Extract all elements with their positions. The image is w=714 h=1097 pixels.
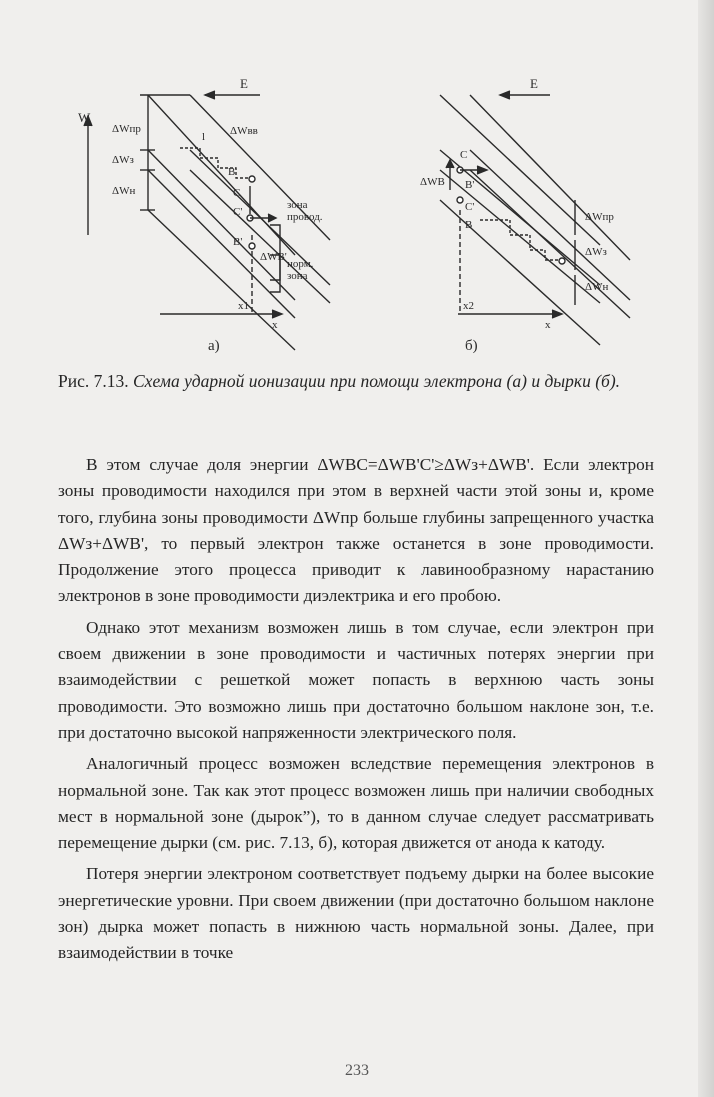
- panel-b-label: б): [465, 338, 478, 354]
- label-Bp-b: B': [465, 179, 475, 191]
- label-Cp-a: C': [233, 206, 243, 218]
- label-dWn-a: ΔWн: [112, 185, 136, 197]
- label-dWB-b: ΔWB: [420, 176, 445, 188]
- label-x-a: x: [272, 319, 278, 331]
- label-Bp-a: B': [233, 236, 243, 248]
- paragraph: Однако этот механизм возможен лишь в том случае, если электрон при своем движении в зоне проводимости и частичных потерях энергии при взаимодействии с решеткой может попасть в верхнюю часть зоны проводимости. Это возможно лишь при достаточно большом наклоне зон, т.е. при достаточно высокой напряженности электрического поля.: [58, 617, 654, 742]
- body-text: [58, 452, 654, 972]
- figure-7-13: [40, 60, 680, 370]
- label-x-b: x: [545, 319, 551, 331]
- label-B-b: B: [465, 219, 473, 231]
- label-zone-cond-2: провод.: [287, 211, 323, 223]
- label-E-b: E: [530, 76, 538, 91]
- label-E-a: E: [240, 76, 248, 91]
- caption-prefix: Рис. 7.13.: [58, 371, 133, 391]
- label-zone-norm-1: норм.: [287, 258, 314, 270]
- label-dWpr-b: ΔWпр: [585, 211, 614, 223]
- label-x2: x2: [463, 300, 474, 312]
- label-dWpr-a: ΔWпр: [112, 123, 141, 135]
- label-Cp-b: C': [465, 201, 475, 213]
- label-dWbb: ΔWвв: [230, 125, 258, 137]
- page-number: 233: [345, 1062, 369, 1079]
- field-arrow-a-head: [205, 91, 215, 99]
- label-zone-cond-1: зона: [287, 199, 308, 211]
- paragraph: Аналогичный процесс возможен вследствие перемещения электронов в нормальной зоне. Так как этот процесс возможен лишь при наличии свободных мест в нормальной зоне (дырок”), то в данном случае следует рассматривать перемещение дырки (см. рис. 7.13, б), которая движется от анода к катоду.: [58, 754, 654, 853]
- label-zone-norm-2: зона: [287, 270, 308, 282]
- paragraph: В этом случае доля энергии ΔWBC=ΔWB'C'≥ΔWз+ΔWB'. Если электрон зоны проводимости находился при этом в верхней части этой зоны и, кроме того, глубина зоны проводимости ΔWпр больше глубины запрещенного участка ΔWз+ΔWB', то первый электрон также останется в зоне проводимости. Продолжение этого процесса приводит к лавинообразному нарастанию электронов в зоне проводимости диэлектрика и его пробою.: [58, 455, 654, 606]
- label-x1: x1: [238, 300, 249, 312]
- label-W: W: [78, 110, 91, 125]
- band-diagram: [40, 60, 680, 370]
- label-dWz-b: ΔWз: [585, 246, 607, 258]
- field-arrow-b-head: [500, 91, 510, 99]
- figure-caption: [58, 368, 658, 394]
- label-C-b: C: [460, 149, 468, 161]
- axis-x-a-arrow: [272, 310, 282, 318]
- label-dWz-a: ΔWз: [112, 154, 134, 166]
- label-dWn-b: ΔWн: [585, 281, 609, 293]
- label-C-a: C: [233, 187, 241, 199]
- label-B-a: B: [228, 166, 236, 178]
- label-dWBp-a: ΔWB': [260, 251, 287, 263]
- panel-a-label: а): [208, 338, 220, 354]
- page-edge: [698, 0, 714, 1097]
- axis-x-b-arrow: [552, 310, 562, 318]
- paragraph: Потеря энергии электроном соответствует подъему дырки на более высокие энергетические уровни. При своем движении (при достаточно большом наклоне зон) дырка может попасть в нижнюю часть нормальной зоны. Далее, при взаимодействии в точке: [58, 864, 654, 963]
- caption-text: Схема ударной ионизации при помощи электрона (а) и дырки (б).: [133, 371, 621, 391]
- label-l: l: [202, 131, 206, 143]
